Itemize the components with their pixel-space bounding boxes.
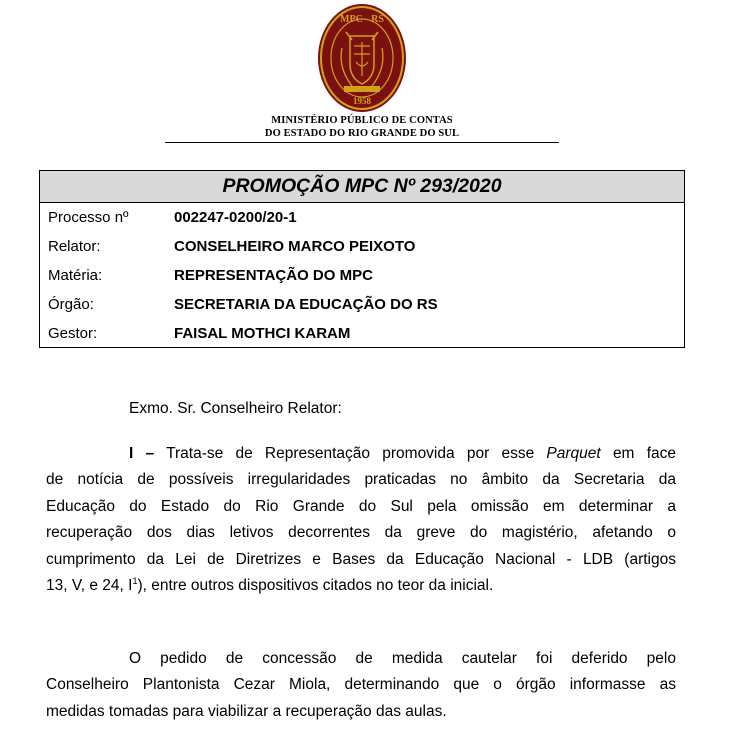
info-row-relator [48,236,678,258]
info-value: FAISAL MOTHCI KARAM [174,325,351,342]
info-row-processo [48,207,678,229]
paragraph-line: medidas tomadas para viabilizar a recuperação das aulas. [46,702,447,720]
text-span: ), entre outros dispositivos citados no teor da inicial. [137,576,494,594]
info-label: Relator: [48,238,101,255]
info-label: Órgão: [48,296,94,313]
info-value: CONSELHEIRO MARCO PEIXOTO [174,238,416,255]
mpc-rs-seal-logo [316,2,408,114]
info-row-orgao [48,294,678,316]
text-span: Trata-se de Representação promovida por esse [154,445,547,462]
paragraph-line: cumprimento da Lei de Diretrizes e Bases da Educação Nacional - LDB (artigos [46,550,676,568]
header-divider [165,142,559,143]
info-row-materia [48,265,678,287]
info-label: Matéria: [48,267,103,284]
info-label: Gestor: [48,325,98,342]
paragraph-1 [46,441,676,599]
svg-text:1958: 1958 [353,96,371,106]
info-value: REPRESENTAÇÃO DO MPC [174,267,373,284]
paragraph-line [46,573,676,599]
paragraph-line [46,441,676,467]
paragraph-line: recuperação dos dias letivos decorrentes da greve do magistério, afetando o [46,524,676,542]
org-name-line2: DO ESTADO DO RIO GRANDE DO SUL [264,128,460,139]
footnote-ref[interactable]: 1 [132,575,138,586]
info-value: SECRETARIA DA EDUCAÇÃO DO RS [174,296,438,313]
org-name-line1: MINISTÉRIO PÚBLICO DE CONTAS [271,115,453,126]
paragraph-line: de notícia de possíveis irregularidades praticadas no âmbito da Secretaria da [46,471,676,489]
info-label: Processo nº [48,209,129,226]
info-value: 002247-0200/20-1 [174,209,297,226]
paragraph-2 [46,646,676,725]
text-span: 13, V, e 24, I [46,576,133,594]
italic-term: Parquet [546,445,601,462]
info-row-gestor [48,323,678,345]
document-title: PROMOÇÃO MPC Nº 293/2020 [40,171,684,203]
svg-text:MPC - RS: MPC - RS [340,14,384,25]
paragraph-line [46,646,676,672]
process-info-box [39,170,685,348]
text-span: O pedido de concessão de medida cautelar foi deferido pelo [129,650,676,667]
section-number: I – [129,445,155,462]
greeting: Exmo. Sr. Conselheiro Relator: [129,400,342,417]
paragraph-line: Conselheiro Plantonista Cezar Miola, determinando que o órgão informasse as [46,676,676,694]
paragraph-line: Educação do Estado do Rio Grande do Sul pela omissão em determinar a [46,497,676,515]
text-span: em face [600,445,676,462]
